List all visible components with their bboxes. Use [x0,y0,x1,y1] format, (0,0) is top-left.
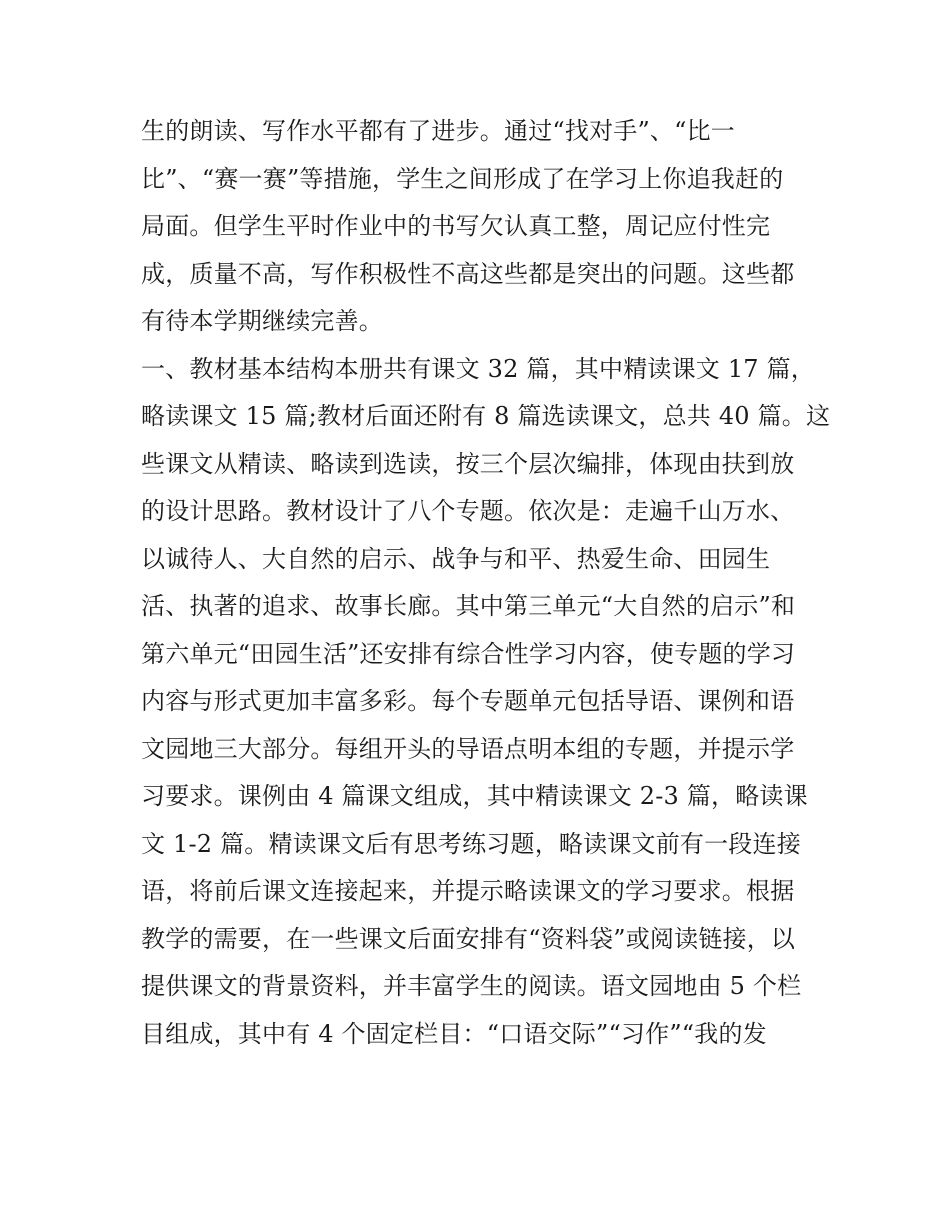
text-line: 生的朗读、写作水平都有了进步。通过“找对手”、“比一 [141,117,736,145]
text-line: 比”、“赛一赛”等措施，学生之间形成了在学习上你追我赶的 [141,164,784,193]
text-line: 略读课文 15 篇;教材后面还附有 8 篇选读课文，总共 40 篇。这 [141,402,831,430]
text-line: 成，质量不高，写作积极性不高这些都是突出的问题。这些都 [141,259,795,288]
text-line: 习要求。课例由 4 篇课文组成，其中精读课文 2-3 篇，略读课 [141,782,808,810]
text-line: 目组成，其中有 4 个固定栏目：“口语交际”“习作”“我的发 [141,1019,767,1048]
text-line: 些课文从精读、略读到选读，按三个层次编排，体现由扶到放 [141,449,795,478]
text-line: 内容与形式更加丰富多彩。每个专题单元包括导语、课例和语 [141,687,795,715]
body-text [141,108,831,1058]
text-line: 一、教材基本结构本册共有课文 32 篇，其中精读课文 17 篇， [141,354,815,383]
text-line: 语，将前后课文连接起来，并提示略读课文的学习要求。根据 [141,877,795,905]
text-line: 提供课文的背景资料，并丰富学生的阅读。语文园地由 5 个栏 [141,972,802,1000]
text-line: 文 1-2 篇。精读课文后有思考练习题，略读课文前有一段连接 [141,829,801,858]
text-line: 教学的需要，在一些课文后面安排有“资料袋”或阅读链接，以 [141,924,796,953]
text-line: 活、执著的追求、故事长廊。其中第三单元“大自然的启示”和 [141,592,796,620]
text-line: 第六单元“田园生活”还安排有综合性学习内容，使专题的学习 [141,639,796,668]
text-line: 文园地三大部分。每组开头的导语点明本组的专题，并提示学 [141,734,795,763]
text-line: 有待本学期继续完善。 [141,307,383,335]
text-line: 局面。但学生平时作业中的书写欠认真工整，周记应付性完 [141,212,771,240]
text-line: 以诚待人、大自然的启示、战争与和平、热爱生命、田园生 [141,544,771,573]
text-line: 的设计思路。教材设计了八个专题。依次是：走遍千山万水、 [141,497,795,525]
